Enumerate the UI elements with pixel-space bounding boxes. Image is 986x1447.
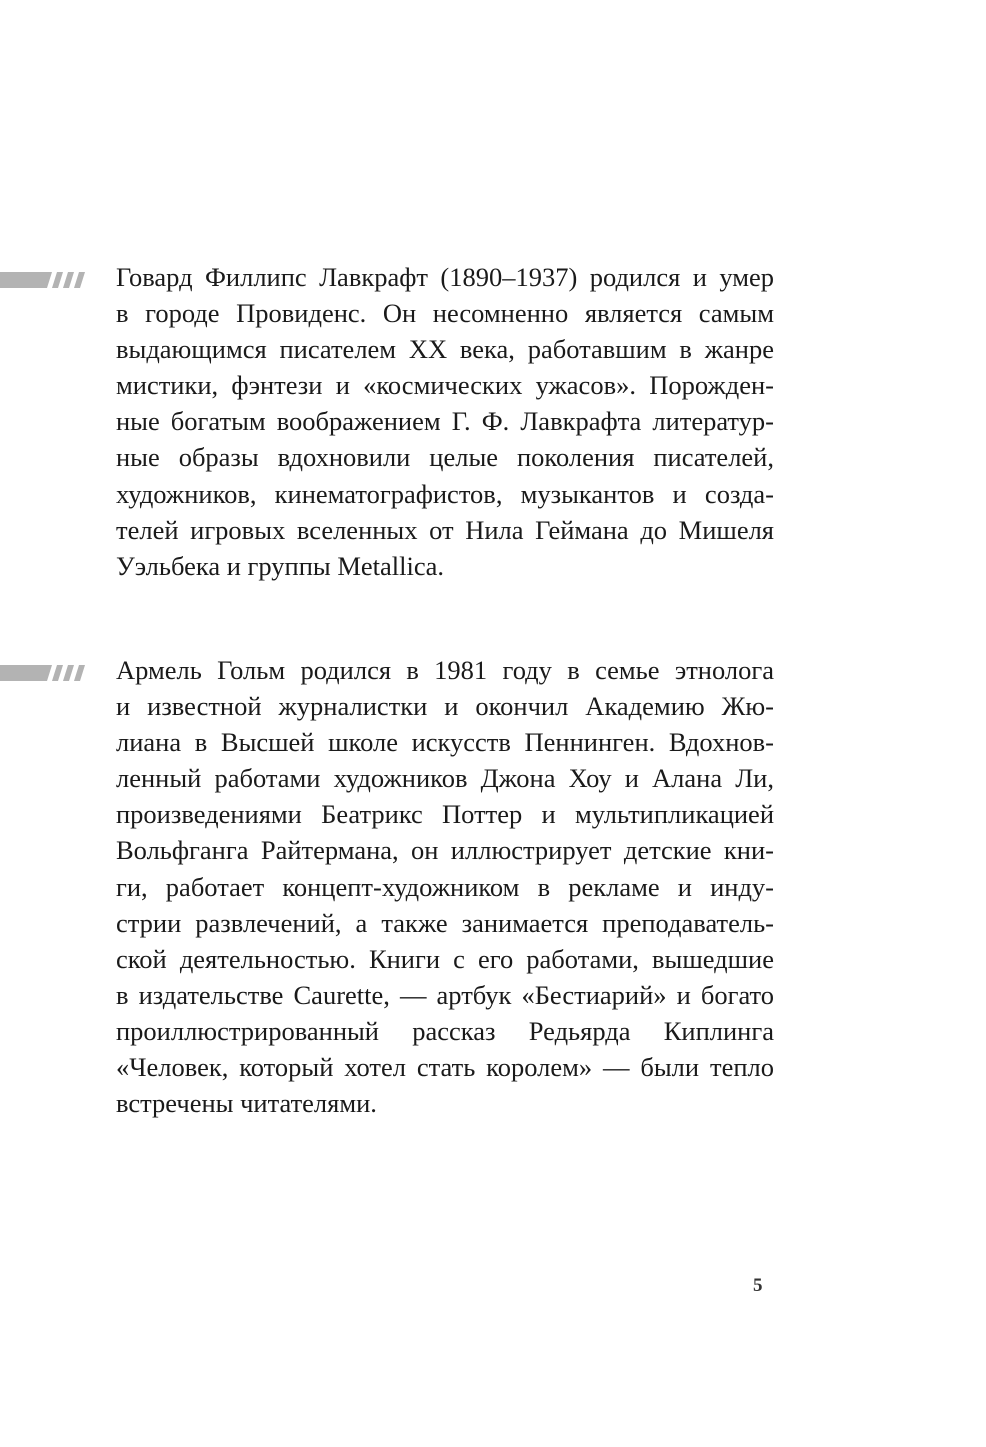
- text-line: телей игровых вселенных от Нила Геймана до Мишеля: [116, 514, 774, 545]
- text-line: в городе Провиденс. Он несомненно является самым: [116, 298, 774, 329]
- stripe-marker-icon: [0, 270, 100, 290]
- text-line: проиллюстрированный рассказ Редьярда Киплинга: [116, 1015, 774, 1046]
- text-line: и известной журналистки и окончил Академию Жю-: [116, 691, 774, 722]
- text-line: ные образы вдохновили целые поколения писателей,: [116, 442, 774, 473]
- text-line: встречены читателями.: [116, 1088, 377, 1119]
- text-line: Армель Гольм родился в 1981 году в семье этнолога: [116, 655, 774, 685]
- text-line: ской деятельностью. Книги с его работами, вышедшие: [116, 943, 774, 974]
- stripe-marker-icon: [0, 663, 100, 683]
- text-line: Уэльбека и группы Metallica.: [116, 550, 445, 581]
- text-line: ги, работает концепт-художником в рекламе и инду-: [116, 871, 774, 902]
- text-line: «Человек, который хотел стать королем» — были тепло: [116, 1052, 774, 1083]
- text-line: ленный работами художников Джона Хоу и Алана Ли,: [116, 763, 774, 794]
- text-line: лиана в Высшей школе искусств Пеннинген. Вдохнов-: [116, 727, 774, 758]
- bio-paragraph: [116, 259, 774, 584]
- text-line: стрии развлечений, а также занимается преподаватель-: [116, 907, 774, 938]
- page-number: 5: [753, 1275, 763, 1296]
- text-line: в издательстве Caurette, — артбук «Бестиарий» и богато: [116, 979, 774, 1010]
- text-line: художников, кинематографистов, музыкантов и созда-: [116, 478, 774, 509]
- text-line: ные богатым воображением Г. Ф. Лавкрафта литератур-: [116, 406, 774, 437]
- text-line: Говард Филлипс Лавкрафт (1890–1937) родился и умер: [116, 262, 774, 292]
- text-line: Вольфганга Райтермана, он иллюстрирует детские кни-: [116, 835, 774, 866]
- text-line: произведениями Беатрикс Поттер и мультипликацией: [116, 799, 774, 830]
- bio-paragraph: [116, 652, 774, 1121]
- text-line: мистики, фэнтези и «космических ужасов». Порожден-: [116, 370, 774, 401]
- text-line: выдающимся писателем XX века, работавшим в жанре: [116, 334, 774, 365]
